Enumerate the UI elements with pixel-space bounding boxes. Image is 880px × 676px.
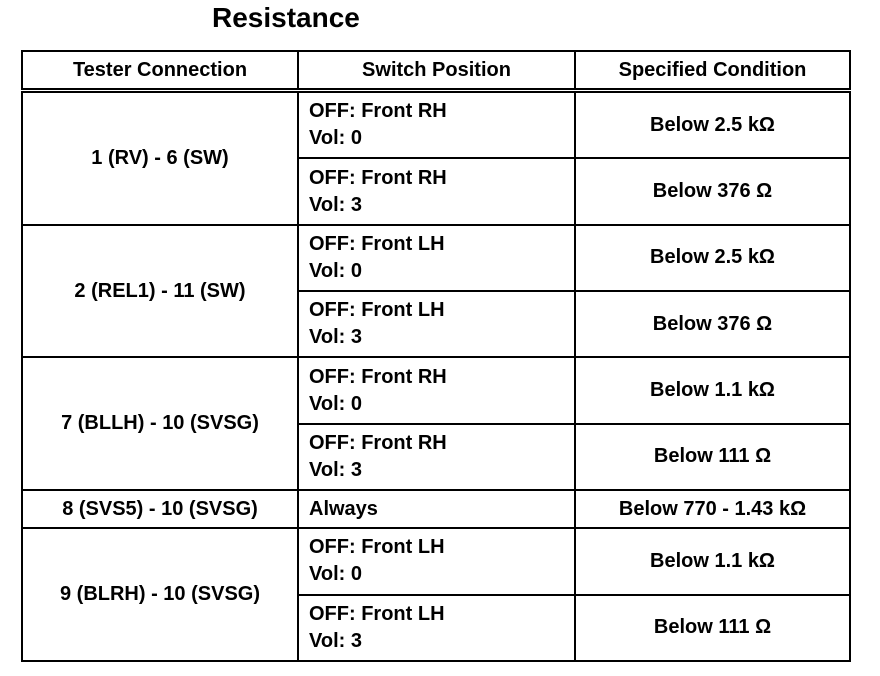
switch-position-line: OFF: Front RH	[309, 365, 447, 388]
switch-position-line: OFF: Front RH	[309, 100, 447, 123]
switch-position-cell	[298, 490, 575, 528]
page-title: Resistance	[212, 2, 360, 33]
switch-volume-line: Vol: 0	[309, 127, 362, 150]
specified-condition-cell: Below 111 Ω	[575, 424, 850, 490]
switch-position-cell	[298, 528, 575, 594]
switch-position-cell	[298, 424, 575, 490]
switch-position-cell	[298, 595, 575, 661]
resistance-table	[21, 50, 851, 662]
switch-position-cell	[298, 357, 575, 423]
switch-position-line: OFF: Front RH	[309, 166, 447, 189]
switch-position-line: Always	[309, 497, 378, 520]
switch-position-cell	[298, 158, 575, 224]
specified-condition-cell: Below 376 Ω	[575, 158, 850, 224]
switch-volume-line: Vol: 3	[309, 193, 362, 216]
switch-volume-line: Vol: 0	[309, 563, 362, 586]
switch-volume-line: Vol: 0	[309, 259, 362, 282]
switch-position-line: OFF: Front LH	[309, 536, 445, 559]
header-row	[22, 51, 850, 91]
table-header	[22, 51, 850, 91]
header-tester-connection: Tester Connection	[22, 51, 298, 91]
specified-condition-cell: Below 2.5 kΩ	[575, 225, 850, 291]
table-row	[22, 91, 850, 159]
table-body	[22, 91, 850, 662]
table-row	[22, 528, 850, 594]
switch-position-line: OFF: Front LH	[309, 299, 445, 322]
switch-position-line: OFF: Front LH	[309, 232, 445, 255]
table-row	[22, 357, 850, 423]
switch-volume-line: Vol: 3	[309, 458, 362, 481]
tester-connection-cell: 9 (BLRH) - 10 (SVSG)	[22, 528, 298, 661]
tester-connection-cell: 2 (REL1) - 11 (SW)	[22, 225, 298, 358]
table-row	[22, 225, 850, 291]
switch-position-cell	[298, 225, 575, 291]
specified-condition-cell: Below 111 Ω	[575, 595, 850, 661]
switch-volume-line: Vol: 0	[309, 392, 362, 415]
switch-position-cell	[298, 291, 575, 357]
tester-connection-cell: 1 (RV) - 6 (SW)	[22, 91, 298, 225]
switch-position-line: OFF: Front RH	[309, 431, 447, 454]
header-specified-condition: Specified Condition	[575, 51, 850, 91]
switch-position-line: OFF: Front LH	[309, 602, 445, 625]
switch-volume-line: Vol: 3	[309, 629, 362, 652]
switch-position-cell	[298, 91, 575, 159]
tester-connection-cell: 7 (BLLH) - 10 (SVSG)	[22, 357, 298, 490]
specified-condition-cell: Below 770 - 1.43 kΩ	[575, 490, 850, 528]
specified-condition-cell: Below 1.1 kΩ	[575, 357, 850, 423]
tester-connection-cell: 8 (SVS5) - 10 (SVSG)	[22, 490, 298, 528]
specified-condition-cell: Below 376 Ω	[575, 291, 850, 357]
specified-condition-cell: Below 1.1 kΩ	[575, 528, 850, 594]
header-switch-position: Switch Position	[298, 51, 575, 91]
specified-condition-cell: Below 2.5 kΩ	[575, 91, 850, 159]
table-row	[22, 490, 850, 528]
switch-volume-line: Vol: 3	[309, 326, 362, 349]
